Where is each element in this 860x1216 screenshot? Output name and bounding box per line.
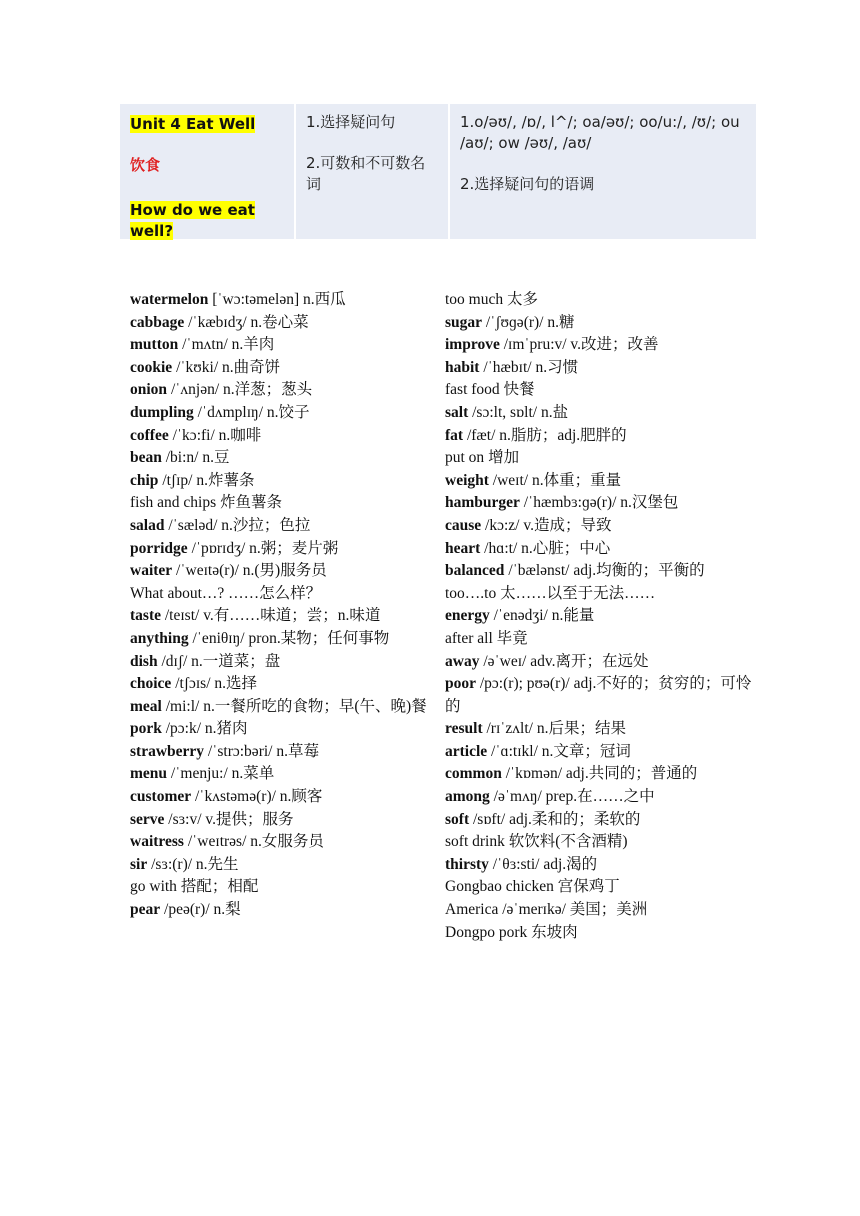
vocab-definition: /ˈenədʒi/ n.能量 [489, 607, 595, 625]
vocab-word: salt [445, 403, 469, 421]
vocab-definition: /tʃɪp/ n.炸薯条 [158, 471, 255, 489]
vocab-word: sir [130, 855, 148, 873]
vocab-entry [445, 876, 765, 899]
vocab-definition: /ˈmenju:/ n.菜单 [167, 765, 275, 783]
vocab-entry [445, 831, 765, 854]
vocab-entry [130, 470, 450, 493]
vocab-word: common [445, 765, 502, 783]
vocab-entry [445, 809, 765, 832]
vocab-word: article [445, 742, 488, 760]
vocab-word: salad [130, 516, 165, 534]
vocab-word: strawberry [130, 742, 205, 760]
unit-title-chinese: 饮食 [130, 156, 161, 174]
vocab-definition: /ɪmˈpru:v/ v.改进；改善 [499, 336, 659, 354]
vocab-entry [445, 718, 765, 741]
vocab-entry [445, 673, 765, 718]
vocab-entry [130, 492, 450, 515]
vocab-entry [445, 289, 765, 312]
vocab-word: fast food [445, 381, 500, 399]
vocab-word: among [445, 788, 490, 806]
vocab-word: chip [130, 471, 159, 489]
vocab-definition: 太多 [503, 291, 539, 308]
vocab-entry [445, 786, 765, 809]
vocab-word: waiter [130, 562, 173, 580]
vocab-definition: /weɪt/ n.体重；重量 [488, 471, 622, 489]
vocab-word: dish [130, 652, 158, 670]
vocab-entry [130, 379, 450, 402]
vocab-word: pork [130, 720, 162, 738]
vocab-entry [130, 876, 450, 899]
vocab-entry [130, 447, 450, 470]
vocab-entry [130, 628, 450, 651]
vocab-word: after all [445, 629, 493, 647]
vocab-definition: /ˈʃʊɡə(r)/ n.糖 [482, 313, 575, 331]
vocab-word: soft drink [445, 833, 505, 851]
vocab-definition: /rɪˈzʌlt/ n.后果；结果 [482, 720, 626, 738]
vocab-entry [130, 357, 450, 380]
vocab-entry [130, 425, 450, 448]
vocab-entry [445, 425, 765, 448]
vocab-word: fat [445, 426, 464, 444]
vocab-word: put on [445, 449, 485, 467]
vocab-definition: /bi:n/ n.豆 [161, 449, 230, 467]
vocab-entry [130, 809, 450, 832]
vocab-definition: /kɔ:z/ v.造成；导致 [481, 516, 612, 534]
vocab-word: anything [130, 629, 189, 647]
vocab-entry [130, 402, 450, 425]
vocab-entry [130, 718, 450, 741]
vocab-definition: /ˈkʊki/ n.曲奇饼 [172, 358, 281, 376]
vocab-word: fish and chips [130, 494, 217, 512]
vocab-definition: /ˈkɔ:fi/ n.咖啡 [168, 426, 262, 444]
phonics-point-1: 1.o/əʊ/, /ɒ/, l^/; oa/əʊ/; oo/u:/, /ʊ/; ou /aʊ/; ow /əʊ/, /aʊ/ [460, 113, 740, 152]
unit-question: How do we eat well? [130, 201, 255, 240]
vocab-word: hamburger [445, 494, 520, 512]
vocab-entry [445, 741, 765, 764]
vocab-definition: /əˈweɪ/ adv.离开；在远处 [479, 652, 649, 670]
unit-title: Unit 4 Eat Well [130, 115, 256, 133]
grammar-cell [296, 104, 450, 239]
vocab-entry [445, 515, 765, 538]
phonics-cell [450, 104, 756, 239]
vocab-definition: /ˈweɪtə(r)/ n.(男)服务员 [172, 562, 327, 580]
vocab-definition: /peə(r)/ n.梨 [160, 901, 241, 919]
vocab-word: cookie [130, 358, 173, 376]
vocab-word: meal [130, 697, 162, 715]
vocab-entry [130, 515, 450, 538]
vocab-definition: /teɪst/ v.有……味道；尝；n.味道 [161, 607, 381, 625]
vocab-word: onion [130, 381, 168, 399]
vocab-definition: /ˈbælənst/ adj.均衡的；平衡的 [504, 562, 705, 580]
vocab-entry [130, 763, 450, 786]
vocab-definition: /sɔ:lt, sɒlt/ n.盐 [468, 403, 569, 421]
vocab-entry [445, 583, 765, 606]
vocab-definition: /ˈstrɔ:bəri/ n.草莓 [204, 742, 319, 760]
vocab-definition: /ˈpɒrɪdʒ/ n.粥；麦片粥 [187, 539, 339, 557]
vocab-word: poor [445, 675, 476, 693]
vocab-word: America [445, 901, 499, 919]
vocab-definition: /ˈweɪtrəs/ n.女服务员 [183, 833, 324, 851]
grammar-point-2: 2.可数和不可数名词 [306, 154, 426, 193]
vocab-definition: /ˈeniθɪŋ/ pron.某物；任何事物 [188, 629, 390, 647]
vocab-word: porridge [130, 539, 188, 557]
vocab-definition: 增加 [484, 449, 520, 467]
vocabulary-list-left [130, 289, 450, 922]
vocab-entry [445, 899, 765, 922]
vocab-word: What about…? [130, 584, 225, 602]
vocab-word: menu [130, 765, 168, 783]
vocab-entry [445, 763, 765, 786]
vocab-entry [130, 312, 450, 335]
vocab-entry [445, 560, 765, 583]
vocab-word: watermelon [130, 291, 209, 308]
vocab-definition: 宫保鸡丁 [553, 878, 620, 896]
unit-header-table [120, 104, 756, 239]
vocab-entry [130, 786, 450, 809]
vocab-entry [130, 538, 450, 561]
vocab-entry [130, 741, 450, 764]
vocab-definition: /ˈkʌstəmə(r)/ n.顾客 [191, 788, 323, 806]
vocab-entry [130, 289, 450, 312]
vocab-definition: /tʃɔɪs/ n.选择 [171, 675, 258, 693]
vocab-definition: /ˈdʌmplɪŋ/ n.饺子 [193, 403, 310, 421]
vocab-word: too….to [445, 584, 497, 602]
vocab-word: energy [445, 607, 490, 625]
grammar-point-1: 1.选择疑问句 [306, 113, 396, 131]
vocab-word: soft [445, 810, 470, 828]
vocab-word: mutton [130, 336, 179, 354]
vocab-definition: 毕竟 [492, 629, 528, 647]
vocab-definition: /əˈmerɪkə/ 美国；美洲 [498, 901, 648, 919]
vocab-entry [130, 583, 450, 606]
vocab-word: dumpling [130, 403, 194, 421]
vocab-word: away [445, 652, 480, 670]
vocab-definition: /ˈkɒmən/ adj.共同的；普通的 [501, 765, 698, 783]
vocab-entry [130, 899, 450, 922]
vocab-word: result [445, 720, 483, 738]
vocab-definition: /ˈhæbɪt/ n.习惯 [479, 358, 579, 376]
vocab-entry [445, 379, 765, 402]
vocab-word: customer [130, 788, 192, 806]
vocab-word: too much [445, 291, 504, 308]
vocab-word: sugar [445, 313, 483, 331]
vocab-definition: /ˈʌnjən/ n.洋葱；葱头 [167, 381, 313, 399]
vocab-definition: 炸鱼薯条 [216, 494, 282, 512]
vocab-entry [445, 470, 765, 493]
vocab-entry [130, 605, 450, 628]
vocab-definition: /ˈhæmbɜ:ɡə(r)/ n.汉堡包 [519, 494, 679, 512]
vocab-definition: /ˈmʌtn/ n.羊肉 [178, 336, 275, 354]
vocab-definition: 太……以至于无法…… [496, 584, 656, 602]
vocab-definition: /fæt/ n.脂肪；adj.肥胖的 [463, 426, 627, 444]
phonics-point-2: 2.选择疑问句的语调 [460, 175, 595, 193]
vocab-entry [445, 357, 765, 380]
vocab-word: balanced [445, 562, 505, 580]
vocab-definition: /mi:l/ n.一餐所吃的食物；早(午、晚)餐 [161, 697, 427, 715]
vocab-entry [130, 831, 450, 854]
vocab-entry [445, 447, 765, 470]
vocab-entry [130, 854, 450, 877]
vocab-entry [130, 673, 450, 696]
vocab-entry [445, 334, 765, 357]
vocab-entry [445, 854, 765, 877]
vocab-entry [130, 696, 450, 719]
vocab-word: taste [130, 607, 161, 625]
vocab-definition: 快餐 [499, 381, 535, 399]
vocab-definition: [ˈwɔ:təmelən] n.西瓜 [208, 291, 346, 308]
vocab-word: pear [130, 901, 161, 919]
vocab-definition: /ˈkæbɪdʒ/ n.卷心菜 [184, 313, 309, 331]
vocab-definition: ……怎么样？ [224, 584, 322, 602]
vocab-word: bean [130, 449, 162, 467]
vocab-word: improve [445, 336, 500, 354]
vocab-word: cause [445, 516, 482, 534]
vocab-entry [445, 651, 765, 674]
vocab-entry [445, 312, 765, 335]
vocab-entry [445, 605, 765, 628]
vocab-definition: /əˈmʌŋ/ prep.在……之中 [489, 788, 655, 806]
unit-title-cell [120, 104, 296, 239]
vocab-entry [445, 492, 765, 515]
vocab-word: Dongpo pork [445, 923, 528, 941]
vocab-word: choice [130, 675, 172, 693]
vocab-word: go with [130, 878, 177, 896]
vocab-word: cabbage [130, 313, 185, 331]
vocab-definition: /sɜ:(r)/ n.先生 [147, 855, 239, 873]
vocab-word: waitress [130, 833, 184, 851]
vocab-word: habit [445, 358, 480, 376]
vocab-definition: /ˈsæləd/ n.沙拉；色拉 [164, 516, 311, 534]
vocab-entry [445, 402, 765, 425]
vocab-entry [445, 628, 765, 651]
vocab-entry [130, 334, 450, 357]
vocab-definition: 东坡肉 [527, 923, 578, 941]
vocab-definition: /ˈθɜ:sti/ adj.渴的 [488, 855, 598, 873]
vocab-entry [445, 538, 765, 561]
vocab-word: weight [445, 471, 489, 489]
vocabulary-list-right [445, 289, 765, 944]
vocab-definition: /hɑ:t/ n.心脏；中心 [480, 539, 611, 557]
vocab-definition: /pɔ:(r); pʊə(r)/ adj.不好的；贫穷的；可怜的 [445, 675, 752, 715]
vocab-definition: /sɒft/ adj.柔和的；柔软的 [469, 810, 641, 828]
vocab-word: coffee [130, 426, 169, 444]
vocab-entry [130, 560, 450, 583]
vocab-word: Gongbao chicken [445, 878, 554, 896]
vocab-word: heart [445, 539, 481, 557]
vocab-word: thirsty [445, 855, 489, 873]
vocab-definition: 软饮料(不含酒精) [504, 833, 628, 851]
vocab-entry [445, 922, 765, 945]
vocab-word: serve [130, 810, 165, 828]
vocab-definition: /sɜ:v/ v.提供；服务 [164, 810, 294, 828]
vocab-definition: 搭配；相配 [176, 878, 259, 896]
vocab-definition: /ˈɑ:tɪkl/ n.文章；冠词 [487, 742, 631, 760]
vocab-definition: /dɪʃ/ n.一道菜；盘 [157, 652, 281, 670]
vocab-entry [130, 651, 450, 674]
vocab-definition: /pɔ:k/ n.猪肉 [161, 720, 248, 738]
